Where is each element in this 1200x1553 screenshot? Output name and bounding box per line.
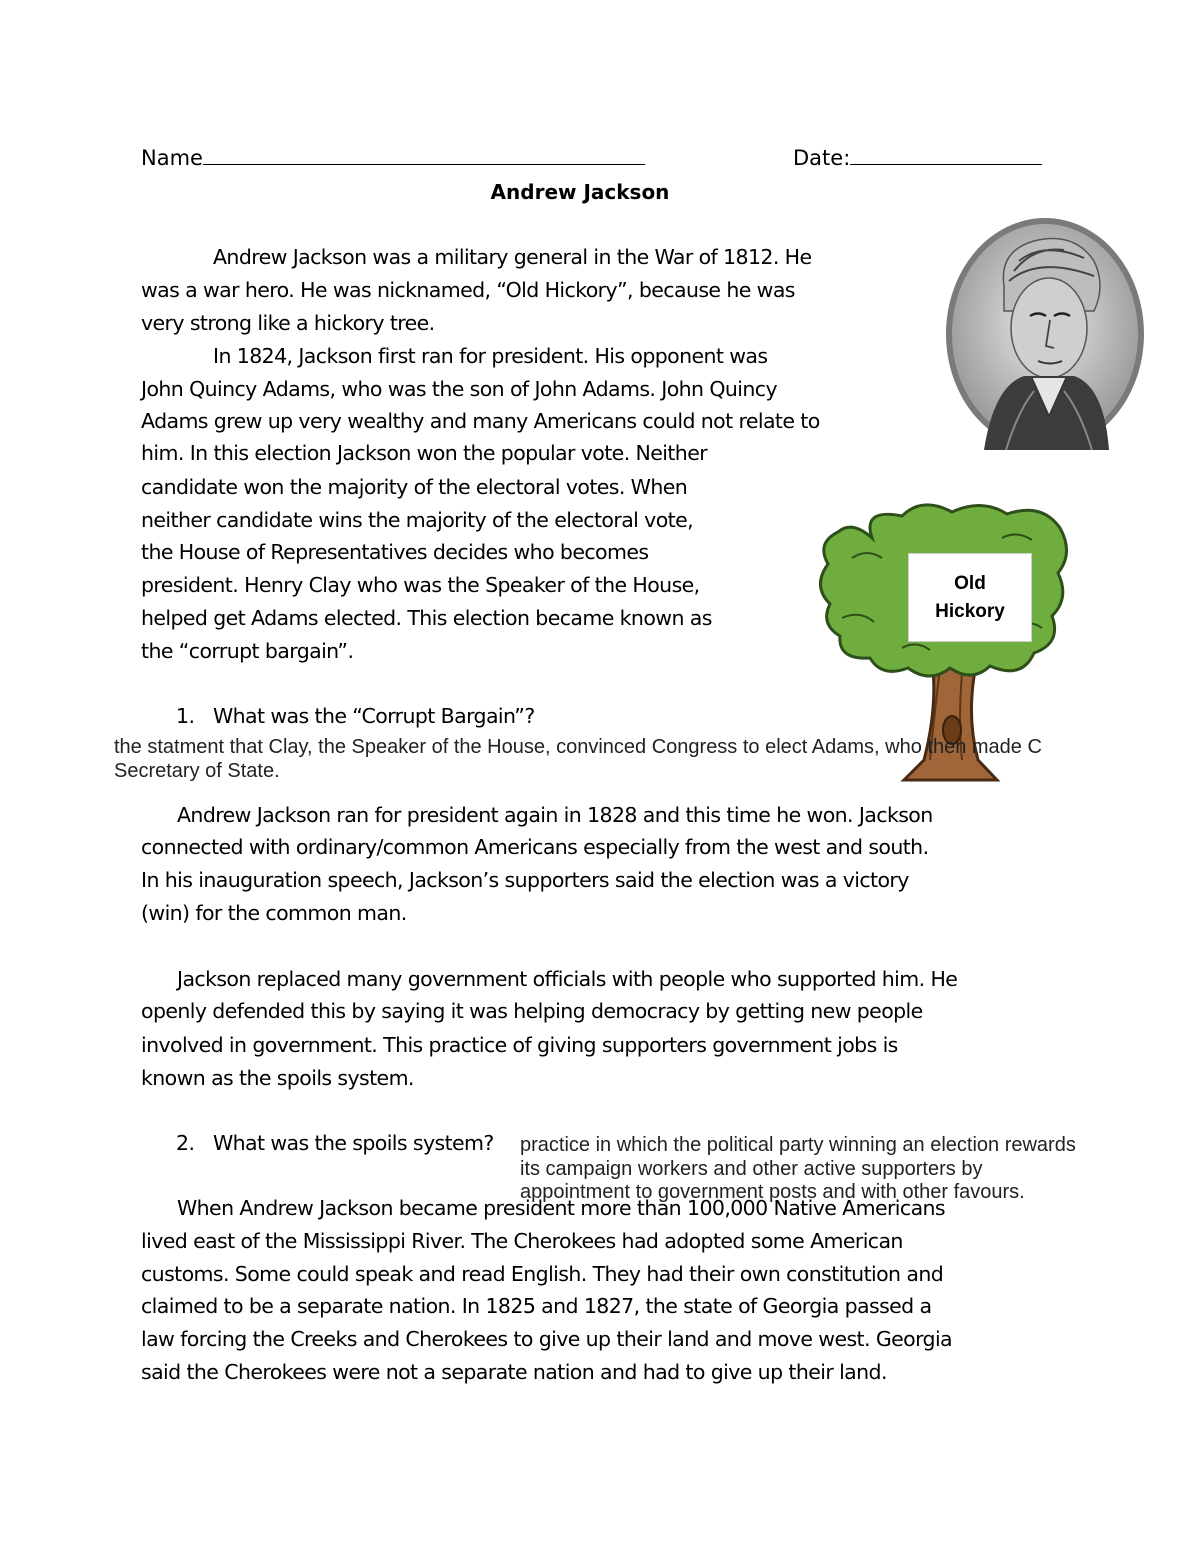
answer-2-line[interactable]: appointment to government posts and with other favours. [520, 1181, 1025, 1203]
paragraph-2-line: candidate won the majority of the electoral votes. When [141, 475, 688, 499]
date-blank[interactable] [850, 146, 1042, 165]
question-2-number: 2. [176, 1131, 195, 1155]
date-field [793, 146, 1042, 170]
paragraph-5-line: customs. Some could speak and read English. They had their own constitution and [141, 1262, 944, 1286]
answer-1-line[interactable]: Secretary of State. [114, 760, 280, 782]
question-2-text: What was the spoils system? [213, 1131, 494, 1155]
old-hickory-label [908, 553, 1032, 642]
answer-1-line[interactable]: the statment that Clay, the Speaker of the House, convinced Congress to elect Adams, who then made C [114, 736, 1042, 758]
paragraph-2-line: the “corrupt bargain”. [141, 639, 354, 663]
paragraph-4-line: known as the spoils system. [141, 1066, 414, 1090]
name-blank[interactable] [203, 146, 645, 165]
paragraph-1-line: very strong like a hickory tree. [141, 311, 435, 335]
paragraph-2-line: president. Henry Clay who was the Speaker of the House, [141, 573, 700, 597]
paragraph-1-line: Andrew Jackson was a military general in the War of 1812. He [213, 245, 812, 269]
paragraph-2-line: helped get Adams elected. This election became known as [141, 606, 712, 630]
name-label: Name [141, 146, 203, 170]
paragraph-5-line: said the Cherokees were not a separate nation and had to give up their land. [141, 1360, 887, 1384]
name-field [141, 146, 645, 170]
paragraph-5-line: When Andrew Jackson became president more than 100,000 Native Americans [177, 1196, 946, 1220]
paragraph-2-line: John Quincy Adams, who was the son of John Adams. John Quincy [141, 377, 777, 401]
question-1-number: 1. [176, 704, 195, 728]
paragraph-5-line: lived east of the Mississippi River. The Cherokees had adopted some American [141, 1229, 903, 1253]
answer-2-line[interactable]: its campaign workers and other active supporters by [520, 1158, 983, 1180]
paragraph-2-line: neither candidate wins the majority of the electoral vote, [141, 508, 694, 532]
paragraph-2-line: In 1824, Jackson first ran for president. His opponent was [213, 344, 768, 368]
paragraph-4-line: involved in government. This practice of giving supporters government jobs is [141, 1033, 898, 1057]
paragraph-3-line: Andrew Jackson ran for president again in 1828 and this time he won. Jackson [177, 803, 933, 827]
paragraph-4-line: Jackson replaced many government officials with people who supported him. He [177, 967, 958, 991]
tree-label-line1: Old [954, 572, 986, 594]
paragraph-5-line: claimed to be a separate nation. In 1825 and 1827, the state of Georgia passed a [141, 1294, 932, 1318]
tree-label-line2: Hickory [935, 600, 1005, 622]
question-1-text: What was the “Corrupt Bargain”? [213, 704, 535, 728]
paragraph-5-line: law forcing the Creeks and Cherokees to give up their land and move west. Georgia [141, 1327, 953, 1351]
date-label: Date: [793, 146, 851, 170]
paragraph-2-line: him. In this election Jackson won the popular vote. Neither [141, 441, 708, 465]
paragraph-1-line: was a war hero. He was nicknamed, “Old Hickory”, because he was [141, 278, 795, 302]
paragraph-2-line: the House of Representatives decides who becomes [141, 540, 649, 564]
answer-2-line[interactable]: practice in which the political party winning an election rewards [520, 1134, 1076, 1156]
paragraph-4-line: openly defended this by saying it was helping democracy by getting new people [141, 999, 923, 1023]
paragraph-3-line: connected with ordinary/common Americans especially from the west and south. [141, 835, 929, 859]
paragraph-3-line: In his inauguration speech, Jackson’s supporters said the election was a victory [141, 868, 909, 892]
paragraph-2-line: Adams grew up very wealthy and many Americans could not relate to [141, 409, 820, 433]
paragraph-3-line: (win) for the common man. [141, 901, 407, 925]
jackson-portrait [944, 216, 1146, 460]
page-title: Andrew Jackson [490, 180, 670, 204]
